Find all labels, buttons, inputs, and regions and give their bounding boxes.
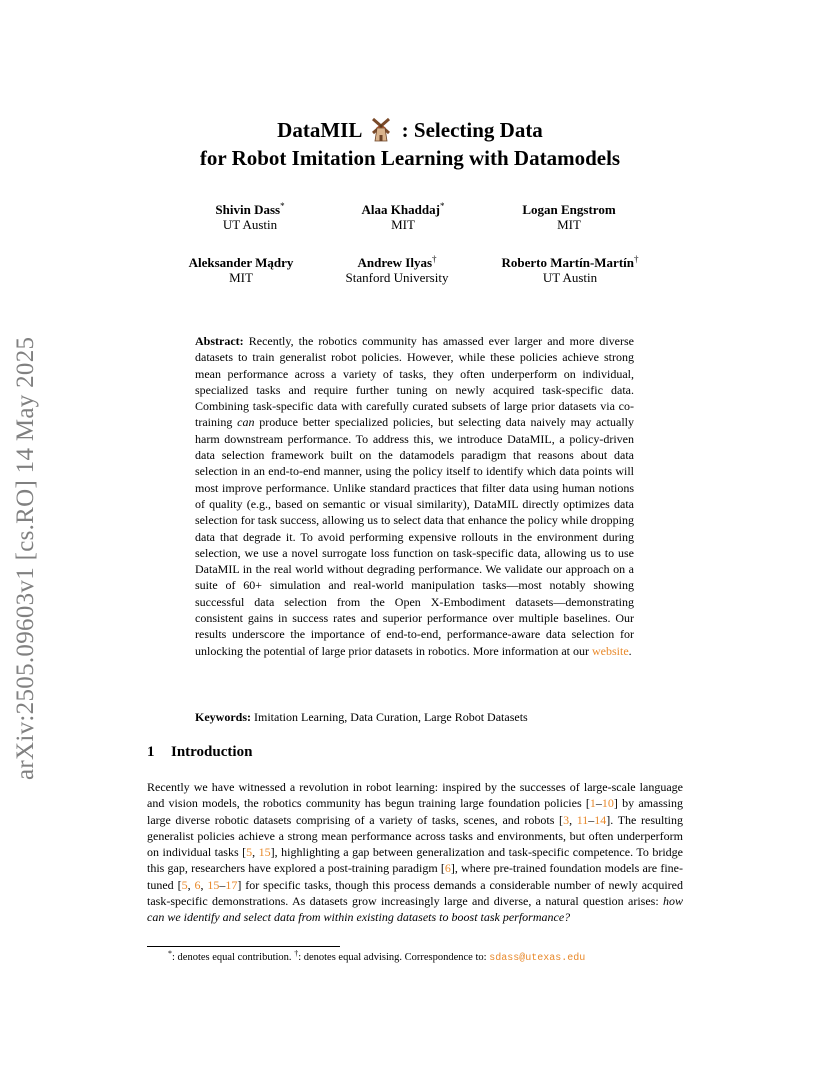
intro-paragraph: Recently we have witnessed a revolution in robot learning: inspired by the successes of large-scale language and vision models, the robotics community has begun training large foundation policies [1–10] by amassing large diverse robotic datasets comprising of a variety of tasks, scenes, and robots [3, 11–14]. The resulting generalist policies achieve a strong mean performance across tasks and environments, but often underperform on individual tasks [5, 15], highlighting a gap between generalization and task-specific competence. To bridge this gap, researchers have explored a post-training paradigm [6], where pre-trained foundation models are fine-tuned [5, 6, 15–17] for specific tasks, though this process demands a considerable number of newly acquired task-specific demonstrations. As datasets grow increasingly large and diverse, a natural question arises: how can we identify and select data from within existing datasets to boost task performance? [147,780,684,925]
footnote: *: denotes equal contribution. †: denotes equal advising. Correspondence to: sdass@utexas.edu [168,949,586,964]
abstract-label: Abstract: [195,334,244,348]
footnote-rule [147,946,340,947]
title-line-1 [120,116,700,144]
citation-link[interactable]: 5 [246,845,253,860]
abstract-end: . [628,643,632,658]
author-affiliation: MIT [557,217,581,232]
email-link[interactable]: sdass@utexas.edu [489,953,586,964]
intro-emphasis: how can we identify and select data from within existing datasets to boost task performance? [147,894,684,925]
citation-link[interactable]: 6 [194,877,201,892]
paper-title [120,116,700,172]
citation-link[interactable]: 11 [576,812,589,827]
author-affiliation: Stanford University [345,270,449,285]
author-name: Alaa Khaddaj* [361,201,445,217]
title-subtitle: : Selecting Data [401,118,543,142]
citation-link[interactable]: 3 [563,812,570,827]
arxiv-stamp: arXiv:2505.09603v1 [cs.RO] 14 May 2025 [12,336,39,780]
abstract-text-cont: produce better specialized policies, but selecting data naively may actually harm downstream performance. To address this, we introduce DataMIL, a policy-driven data selection framework built on the datamodels paradigm that reasons about data selection in an end-to-end manner, using the policy itself to identify which data points will most improve performance. Unlike standard practices that filter data using human notions of quality (e.g., based on semantic or visual similarity), DataMIL directly optimizes data selection for task success, allowing us to select data that enhance the policy while dropping data that degrade it. To avoid performing expensive rollouts in the environment during selection, we use a novel surrogate loss function on task-specific data, allowing us to use DataMIL in the real world without degrading performance. We validate our approach on a suite of 60+ simulation and real-world manipulation tasks—most notably showing successful data selection from the Open X-Embodiment datasets—demonstrating consistent gains in success rates and superior performance over multiple baselines. Our results underscore the importance of end-to-end, performance-aware data selection for unlocking the potential of large prior datasets in robotics. More information at our [195,415,635,658]
author-3 [469,202,669,232]
author-name: Shivin Dass* [215,201,285,217]
citation-link[interactable]: 10 [601,796,614,811]
title-line-2: for Robot Imitation Learning with Datamodels [199,146,621,170]
section-number: 1 [147,744,155,760]
abstract-emphasis: can [237,415,255,430]
citation-link[interactable]: 6 [444,861,451,876]
keywords [195,709,634,725]
keywords-label: Keywords: [195,710,251,724]
windmill-icon [368,116,394,142]
citation-link[interactable]: 5 [181,877,188,892]
section-heading [147,744,252,761]
citation-link[interactable]: 15 [207,877,220,892]
author-affiliation: UT Austin [222,217,278,232]
citation-link[interactable]: 14 [594,812,607,827]
citation-link[interactable]: 15 [258,845,271,860]
author-name: Andrew Ilyas† [357,254,437,270]
citation-link[interactable]: 17 [225,877,238,892]
author-name: Aleksander Mądry [188,255,294,270]
author-affiliation: MIT [391,217,415,232]
keywords-text: Imitation Learning, Data Curation, Large Robot Datasets [254,710,528,724]
author-6 [470,255,670,285]
website-link[interactable]: website [592,643,629,658]
title-main: DataMIL [277,118,362,142]
author-5 [297,255,497,285]
author-affiliation: UT Austin [542,270,598,285]
abstract [195,333,634,659]
author-affiliation: MIT [229,270,253,285]
section-title: Introduction [171,744,253,760]
author-name: Roberto Martín-Martín† [501,254,639,270]
author-name: Logan Engstrom [522,202,616,217]
abstract-text: Recently, the robotics community has amassed ever larger and more diverse datasets to train generalist robot policies. However, while these policies achieve strong mean performance across a variety of tasks, they often underperform on individual, specialized tasks and require further tuning on newly acquired task-specific data. Combining task-specific data with carefully curated subsets of large prior datasets via co-training [195,334,635,430]
citation-link[interactable]: 1 [589,796,596,811]
